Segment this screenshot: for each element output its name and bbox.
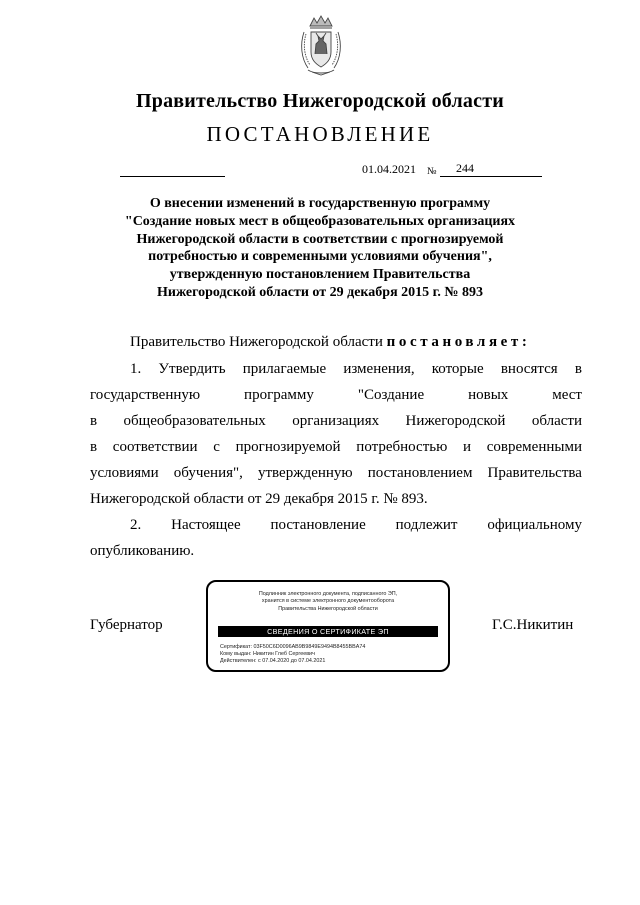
paragraph-line — [90, 512, 582, 538]
paragraph-word: Настоящее — [171, 517, 241, 533]
paragraph-word: Нижегородской — [405, 413, 506, 429]
subject-line: утвержденную постановлением Правительства — [169, 267, 471, 283]
paragraph-word: государственную — [90, 387, 201, 403]
paragraph-word: программу — [244, 387, 314, 403]
paragraph-word: новых — [468, 387, 509, 403]
stamp-header — [216, 591, 440, 613]
paragraph-word: общеобразовательных — [123, 413, 266, 429]
paragraph-line — [90, 460, 582, 486]
stamp-header-line: Подлинник электронного документа, подписанного ЭП, — [258, 591, 398, 597]
intro-decree-word: постановляет: — [386, 334, 531, 350]
paragraph-word: прогнозируемой — [235, 439, 341, 455]
signer-position: Губернатор — [90, 617, 163, 633]
resolution-intro — [90, 329, 582, 355]
paragraph-word: 1. — [130, 361, 142, 377]
paragraph-word: подлежит — [395, 517, 458, 533]
paragraph-word: и — [463, 439, 472, 455]
certificate-id: Сертификат: 03F50C6D0096AB9B9849E9494B8455BBA74 — [220, 644, 366, 650]
paragraph-line: опубликованию. — [90, 543, 195, 559]
signer-name: Г.С.Никитин — [492, 617, 574, 633]
certificate-validity: Действителен: с 07.04.2020 до 07.04.2021 — [220, 658, 326, 665]
paragraph-word: Утвердить — [158, 361, 226, 377]
electronic-signature-stamp — [206, 580, 450, 672]
paragraph-word: в — [574, 361, 582, 377]
paragraph-word: соответствии — [112, 439, 198, 455]
paragraph-word: в — [90, 439, 98, 455]
certificate-owner: Кому выдан: Никитин Глеб Сергеевич — [220, 651, 315, 658]
paragraph-line: Нижегородской области от 29 декабря 2015 г. № 893. — [90, 491, 428, 507]
paragraph-word: "Создание — [357, 387, 425, 403]
paragraph-line — [90, 408, 582, 434]
certificate-info-bar: СВЕДЕНИЯ О СЕРТИФИКАТЕ ЭП — [218, 626, 438, 637]
paragraph-word: Правительства — [487, 465, 582, 481]
paragraph-word: утвержденную — [257, 465, 353, 481]
paragraph-word: которые — [431, 361, 484, 377]
paragraph-1 — [90, 356, 582, 512]
paragraph-line — [90, 434, 582, 460]
document-type: ПОСТАНОВЛЕНИЕ — [206, 122, 434, 146]
date-blank-line — [120, 176, 225, 177]
paragraph-word: официальному — [487, 517, 582, 533]
paragraph-word: вносятся — [500, 361, 558, 377]
intro-text: Правительство Нижегородской области — [130, 334, 387, 350]
paragraph-word: постановление — [270, 517, 366, 533]
paragraph-word: организациях — [292, 413, 380, 429]
paragraph-2 — [90, 512, 582, 564]
subject-line: Нижегородской области в соответствии с прогнозируемой — [136, 231, 504, 247]
document-number: 244 — [440, 162, 542, 177]
paragraph-line — [90, 382, 582, 408]
certificate-details — [220, 644, 365, 666]
paragraph-word: прилагаемые — [242, 361, 327, 377]
number-sign: № — [427, 166, 437, 177]
paragraph-word: с — [213, 439, 220, 455]
paragraph-word: постановлением — [367, 465, 473, 481]
paragraph-word: изменения, — [343, 361, 415, 377]
subject-line: О внесении изменений в государственную программу — [149, 196, 491, 211]
document-subject — [70, 195, 570, 302]
document-date: 01.04.2021 — [362, 162, 416, 176]
paragraph-word: 2. — [130, 517, 142, 533]
paragraph-word: современными — [486, 439, 582, 455]
subject-line: потребностью и современными условиями обучения", — [148, 249, 492, 265]
coat-of-arms-emblem — [298, 14, 344, 76]
subject-line: "Создание новых мест в общеобразовательных организациях — [124, 213, 516, 229]
paragraph-word: условиями — [90, 465, 159, 481]
paragraph-word: в — [90, 413, 98, 429]
government-title: Правительство Нижегородской области — [136, 90, 504, 112]
paragraph-line — [90, 356, 582, 382]
stamp-header-line: хранится в системе электронного документооборота — [261, 598, 395, 605]
paragraph-word: обучения", — [173, 465, 243, 481]
paragraph-word: мест — [552, 387, 582, 403]
stamp-header-line: Правительства Нижегородской области — [278, 605, 378, 612]
paragraph-word: области — [531, 413, 582, 429]
subject-line: Нижегородской области от 29 декабря 2015 г. № 893 — [157, 284, 483, 300]
paragraph-word: потребностью — [356, 439, 448, 455]
